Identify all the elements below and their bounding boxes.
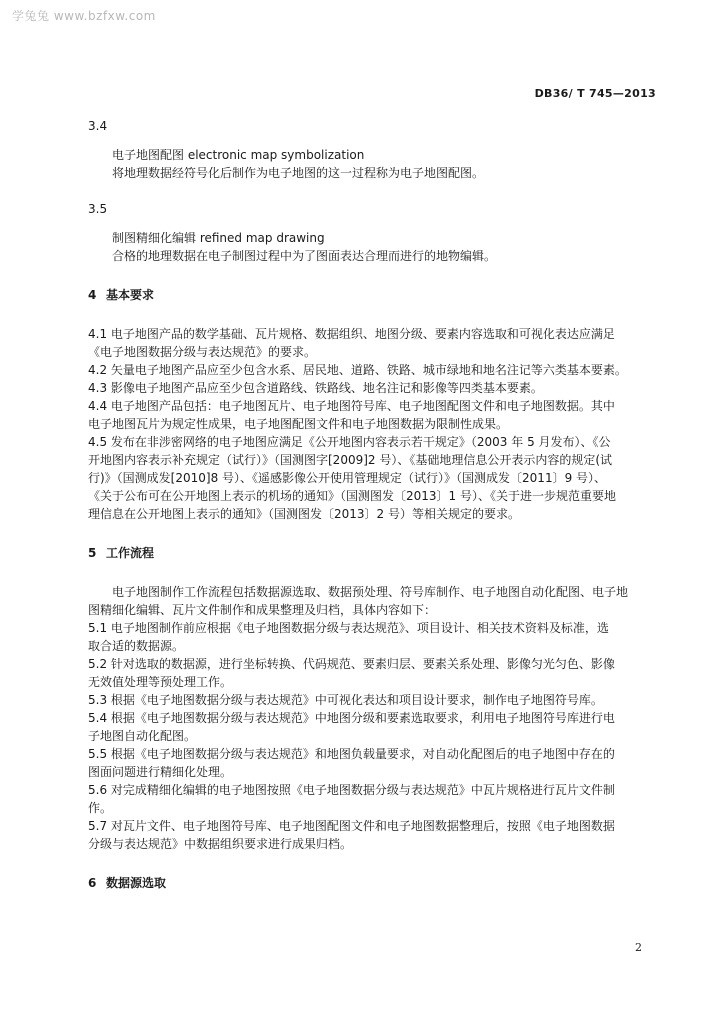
body-line: 行)》（国测成发[2010]8 号）、《遥感影像公开使用管理规定（试行）》（国测成发〔2011〕9 号）、	[88, 471, 607, 485]
body-line: 分级与表达规范》中数据组织要求进行成果归档。	[88, 837, 353, 851]
body-line: 电子地图制作工作流程包括数据源选取、数据预处理、符号库制作、电子地图自动化配图、电子地	[112, 585, 629, 599]
body-line: 图面问题进行精细化处理。	[88, 765, 233, 779]
term-name: 电子地图配图 electronic map symbolization	[112, 148, 365, 162]
term-definition: 合格的地理数据在电子制图过程中为了图面表达合理而进行的地物编辑。	[112, 249, 497, 263]
body-line: 5.3 根据《电子地图数据分级与表达规范》中可视化表达和项目设计要求，制作电子地图符号库。	[88, 693, 603, 707]
section-heading	[88, 286, 658, 304]
body-line: 无效值处理等预处理工作。	[88, 675, 233, 689]
body-line: 《电子地图数据分级与表达规范》的要求。	[88, 345, 317, 359]
body-line: 4.3 影像电子地图产品应至少包含道路线、铁路线、地名注记和影像等四类基本要素。	[88, 381, 543, 395]
body-line: 5.5 根据《电子地图数据分级与表达规范》和地图负载量要求，对自动化配图后的电子地图中存在的	[88, 747, 615, 761]
term-number: 3.4	[88, 119, 108, 133]
term-definition: 将地理数据经符号化后制作为电子地图的这一过程称为电子地图配图。	[112, 166, 485, 180]
section-number: 5	[88, 546, 97, 560]
watermark: 学兔兔 www.bzfxw.com	[12, 9, 156, 23]
body-line: 《关于公布可在公开地图上表示的机场的通知》（国测图发〔2013〕1 号）、《关于进一步规范重要地	[88, 489, 616, 503]
standard-code: DB36/ T 745—2013	[534, 87, 656, 100]
section-title: 工作流程	[106, 546, 155, 560]
body-line: 电子地图瓦片为规定性成果，电子地图配图文件和电子地图数据为限制性成果。	[88, 417, 509, 431]
section-title: 基本要求	[106, 288, 155, 302]
term-name: 制图精细化编辑 refined map drawing	[112, 231, 325, 245]
section-title: 数据源选取	[106, 876, 167, 890]
body-line: 5.2 针对选取的数据源，进行坐标转换、代码规范、要素归层、要素关系处理、影像匀光匀色、影像	[88, 657, 615, 671]
body-line: 5.1 电子地图制作前应根据《电子地图数据分级与表达规范》、项目设计、相关技术资料及标准，选	[88, 621, 609, 635]
body-line: 子地图自动化配图。	[88, 729, 197, 743]
body-line: 4.1 电子地图产品的数学基础、瓦片规格、数据组织、地图分级、要素内容选取和可视化表达应满足	[88, 327, 615, 341]
body-line: 图精细化编辑、瓦片文件制作和成果整理及归档，具体内容如下：	[88, 603, 437, 617]
body-line: 5.4 根据《电子地图数据分级与表达规范》中地图分级和要素选取要求，利用电子地图符号库进行电	[88, 711, 615, 725]
section-number: 6	[88, 876, 97, 890]
section-heading	[88, 874, 658, 892]
body-line: 开地图内容表示补充规定（试行）》（国测图字[2009]2 号）、《基础地理信息公开表示内容的规定(试	[88, 453, 613, 467]
body-line: 取合适的数据源。	[88, 639, 185, 653]
section-number: 4	[88, 288, 97, 302]
body-line: 作。	[88, 801, 113, 815]
body-line: 4.2 矢量电子地图产品应至少包含水系、居民地、道路、铁路、城市绿地和地名注记等六类基本要素。	[88, 363, 627, 377]
body-line: 4.5 发布在非涉密网络的电子地图应满足《公开地图内容表示若干规定》（2003 年 5 月发布）、《公	[88, 435, 611, 449]
body-line: 4.4 电子地图产品包括：电子地图瓦片、电子地图符号库、电子地图配图文件和电子地图数据。其中	[88, 399, 615, 413]
term-number: 3.5	[88, 202, 108, 216]
page-number: 2	[635, 941, 642, 954]
section-heading	[88, 544, 658, 562]
body-line: 理信息在公开地图上表示的通知》（国测图发〔2013〕2 号）等相关规定的要求。	[88, 507, 520, 521]
document-body	[88, 117, 658, 892]
body-line: 5.6 对完成精细化编辑的电子地图按照《电子地图数据分级与表达规范》中瓦片规格进行瓦片文件制	[88, 783, 615, 797]
body-line: 5.7 对瓦片文件、电子地图符号库、电子地图配图文件和电子地图数据整理后，按照《电子地图数据	[88, 819, 615, 833]
